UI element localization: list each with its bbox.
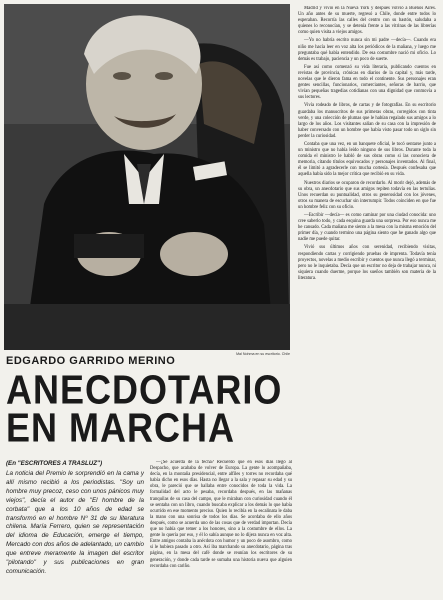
body-paragraph: —Yo no habría escrito nunca sin mi padre —decía—. Cuando era niño me hacía leer en voz alta los periódicos de la mañana, y luego me preguntaba qué había entendido. De esa costumbre nació mi oficio. Lo demás es trabajo, paciencia y un poco de suerte. (298, 38, 436, 62)
lead-paragraph: La noticia del Premio le sorprendió en la cama y allí mismo recibió a los periodistas. "Soy un hombre muy precoz, ceso con unos pánicos muy viejos", decía el autor de "El hombre de la corbata" que a los 10 años de edad se transformó en el hombre Nº 31 de su literatura chilena. María Ferrero, quien se representación del idioma de Educación, emerge el tiempo, Mercado con dos años de adelantado, un cambio que entreve meramente la imagen del escritor "pilotando" y sus publicaciones en gran comunicación. (6, 470, 144, 575)
author-byline: EDGARDO GARRIDO MERINO (6, 355, 176, 367)
headline (6, 366, 286, 451)
body-paragraph: Nuestros diarios se ocuparon de recordarlo. Al morir dejó, además de su obra, un anecdotario que sus amigos repiten todavía en las tertulias. Unos recuerdan su puntualidad, otros su generosidad con los jóvenes, otros su manera de escuchar sin interrumpir. Todos coinciden en que fue un hombre feliz con su oficio. (298, 180, 436, 210)
headline-line-1: ANECDOTARIO (6, 366, 283, 413)
body-paragraph: —Escribir —decía— es como caminar por una ciudad conocida: uno cree saberlo todo, y cada esquina guarda una sorpresa. Por eso nunca me he cansado. Cada mañana me siento a la mesa con la misma emoción del primer día, y cuando termino una página siento que he ganado algo que nadie me puede quitar. (298, 213, 436, 243)
lead-column (6, 460, 144, 596)
body-paragraph: Vivía rodeado de libros, de cartas y de fotografías. En su escritorio guardaba los manuscritos de sus primeras obras, corregidos con tinta verde, y una colección de plumas que le habían regalado sus amigos a lo largo de los años. Los visitantes salían de su casa con la impresión de haber conversado con un hombre que había visto pasar todo un siglo sin perder la curiosidad. (298, 103, 436, 139)
body-paragraph: Vivió sus últimos años con serenidad, recibiendo visitas, respondiendo cartas y corrigiendo pruebas de imprenta. Todavía tenía proyectos, novelas a medio escribir y cuentos que nunca llegó a terminar, pero no le inquietaba. Decía que un escritor no deja de trabajar nunca, ni siquiera cuando duerme, porque los sueños también son materia de la literatura. (298, 245, 436, 281)
photo-caption: Mal Nohma en su escritorio. Chile (236, 352, 290, 356)
body-paragraph: —¿Se acuerda de la fecha? Recuerdo que en esos días llegó al Despacho, que acababa de volver de Europa. La gente lo acompañaba, decía, en la montaña presidencial, entre alfiles y torres no recordaba qué había dicho en esos días. Hasta no llegar a la sala y repasar su edad y su obra, le pareció que se hallaba entre conocidos de toda la vida. La formalidad del acto le pesaba, recordaba después, en las mañanas tranquilas de su casa del campo, que le miraban con curiosidad cuando él se sentaba con un libro, cuando buscaba explicar a los demás lo que había ocurrido en ese momento preciso. Quien lo recibía en la escalinata le daba la mano con una sonrisa de todos los días. Se acordaba de ello años después, como se acuerda uno de las cosas que de verdad importan. Decía que no había que temer a los honores, sino a la costumbre de ellos. La gente lo quería por eso, y él lo sabía aunque no lo dijera nunca en voz alta. Entre amigos contaba la anécdota con humor y un poco de asombro, como si le hubiera pasado a otro. Así iba marchando su anecdotario, página tras página, en la mesa del café donde se reunían los escritores de su generación, y donde cada tarde se sumaba una historia nueva que alguien recordaba con cariño. (150, 460, 292, 569)
right-column (298, 6, 436, 594)
headline-line-2: EN MARCHA (6, 404, 235, 451)
kicker: (En "ESCRITORES A TRASLUZ") (6, 460, 103, 467)
body-paragraph: Contaba que una vez, en un banquete oficial, le tocó sentarse junto a un ministro que no había leído ninguno de sus libros. Durante toda la comida el ministro le habló de sus obras como si las conociera de memoria, citando títulos equivocados y personajes inventados. Al final, él se limitó a agradecerle con mucha cortesía. Después confesaba que aquella había sido la mejor crítica que recibió en su vida. (298, 141, 436, 178)
portrait-photo (4, 4, 290, 350)
body-paragraph: Madrid y vivió en la Nueva York y después volvió a Buenos Aires. Un año antes de su muerte, regresó a Chile, donde entre todos lo esperaban. Recorría las calles del centro con su bastón, saludaba a quienes lo reconocían, y se detenía frente a las vitrinas de las librerías como quien visita a viejos amigos. (298, 6, 436, 36)
middle-column (150, 460, 292, 596)
portrait-illustration (4, 4, 290, 350)
body-paragraph: Fue así como comenzó su vida literaria, publicando cuentos en revistas de provincia, crónicas en diarios de la capital y, más tarde, novelas que le dieron fama en todo el continente. Sus personajes eran gentes sencillas, funcionarios, comerciantes, señoras de barrio, que vivían pequeñas tragedias cotidianas con una dignidad que conmovía a sus lectores. (298, 64, 436, 101)
